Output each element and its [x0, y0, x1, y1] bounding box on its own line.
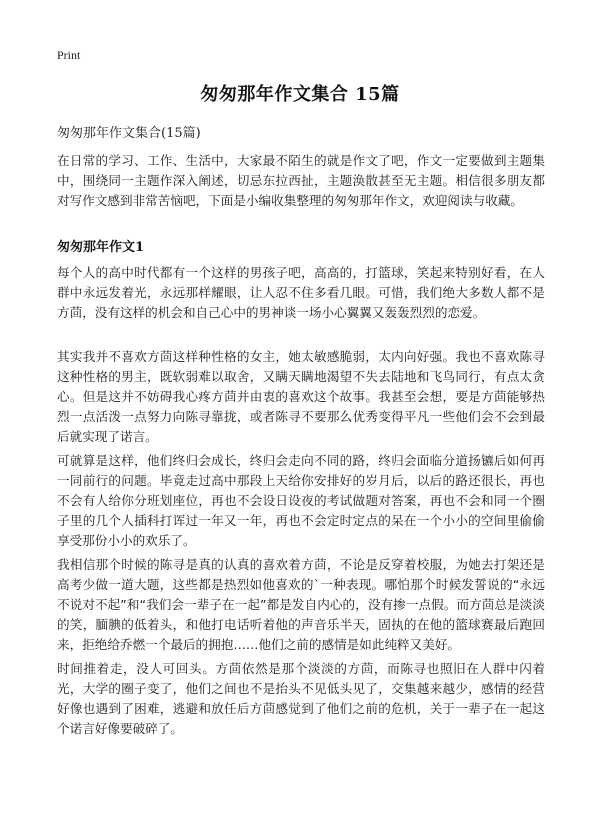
document-subtitle: 匆匆那年作文集合(15篇) [57, 126, 201, 141]
essay-paragraph: 其实我并不喜欢方茴这样种性格的女主，她太敏感脆弱，太内向好强。我也不喜欢陈寻这种性格的男主，既软弱难以取舍，又瞒天瞒地渴望不失去陆地和飞鸟同行，有点太贪心。但是这并不妨碍我心疼方茴并由衷的喜欢这个故事。我甚至会想，要是方茴能够热烈一点活泼一点努力向陈寻靠拢，或者陈寻不要那么优秀变得平凡一些他们会不会到最后就实现了诺言。 [57, 349, 545, 444]
essay-paragraph: 时间推着走，没人可回头。方茴依然是那个淡淡的方茴，而陈寻也照旧在人群中闪着光，大学的圈子变了，他们之间也不是抬头不见低头见了，交集越来越少，感情的经营好像也遇到了困难，逃避和放任后方茴感觉到了他们之前的危机，关于一辈子在一起这个诺言好像要破碎了。 [57, 661, 545, 736]
essay-paragraph: 可就算是这样，他们终归会成长，终归会走向不同的路，终归会面临分道扬镳后如何再一同前行的问题。毕竟走过高中那段上天给你安排好的岁月后，以后的路还很长，再也不会有人给你分班划座位，再也不会设日设夜的考试做题对答案，再也不会和同一个圈子里的几个人插科打诨过一年又一年，再也不会定时定点的呆在一个小小的空间里偷偷享受那份小小的欢乐了。 [57, 453, 545, 548]
print-link[interactable]: Print [57, 48, 81, 62]
page-title: 匆匆那年作文集合 15篇 [200, 84, 400, 105]
intro-paragraph: 在日常的学习、工作、生活中，大家最不陌生的就是作文了吧，作文一定要做到主题集中，围绕同一主题作深入阐述，切忌东拉西扯，主题涣散甚至无主题。相信很多朋友都对写作文感到非常苦恼吧，下面是小编收集整理的匆匆那年作文，欢迎阅读与收藏。 [57, 153, 545, 208]
essay-paragraph: 我相信那个时候的陈寻是真的认真的喜欢着方茴，不论是反穿着校服，为她去打架还是高考少做一道大题，这些都是热烈如他喜欢的`一种表现。哪怕那个时候发誓说的“永远不说对不起”和“我们会一辈子在一起”都是发自内心的，没有掺一点假。而方茴总是淡淡的笑，腼腆的低着头，和他打电话听着他的声音乐半天，固执的在他的篮球赛最后跑回来，拒绝给乔燃一个最后的拥抱……他们之前的感情是如此纯粹又美好。 [57, 557, 545, 652]
essay-paragraph: 每个人的高中时代都有一个这样的男孩子吧，高高的，打篮球，笑起来特别好看，在人群中永远发着光，永远那样耀眼，让人忍不住多看几眼。可惜，我们绝大多数人都不是方茴，没有这样的机会和自己心中的男神谈一场小心翼翼又轰轰烈烈的恋爱。 [57, 265, 545, 320]
section-heading: 匆匆那年作文1 [57, 240, 145, 255]
